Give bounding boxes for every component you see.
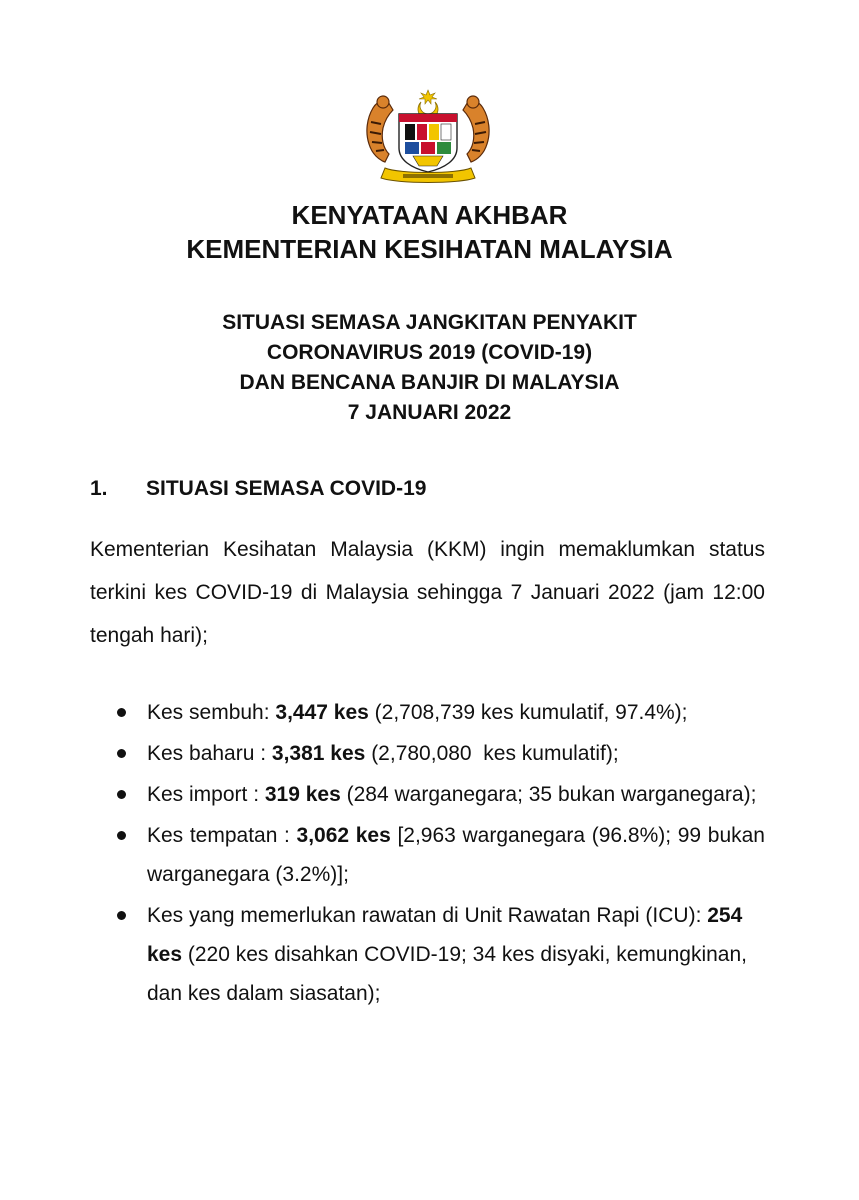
bullet-value: 3,447 kes [275,701,369,724]
list-item-recovered [90,693,765,732]
subtitle-date: 7 JANUARI 2022 [347,401,512,424]
bullet-label: Kes yang memerlukan rawatan di Unit Rawatan Rapi (ICU): [147,904,708,927]
statistics-list [90,693,765,1015]
list-item-icu-cases [90,896,765,1013]
intro-paragraph: Kementerian Kesihatan Malaysia (KKM) ingin memaklumkan status terkini kes COVID-19 di Malaysia sehingga 7 Januari 2022 (jam 12:00 tengah hari); [90,538,765,647]
list-item-local-cases [90,816,765,894]
bullet-value: 3,062 kes [296,824,391,847]
bullet-icon [117,790,126,799]
bullet-value: 254 kes [147,904,743,966]
press-release-title [0,198,859,266]
press-release-subtitle [0,308,859,428]
list-item-imported-cases [90,775,765,814]
section-number: 1. [90,477,108,500]
bullet-label: Kes sembuh: [147,701,276,724]
bullet-label: Kes baharu : [147,742,272,765]
bullet-label: Kes tempatan : [147,824,297,847]
bullet-icon [117,749,126,758]
list-item-new-cases [90,734,765,773]
bullet-icon [117,911,126,920]
bullet-detail: (284 warganegara; 35 bukan warganegara); [340,783,757,806]
bullet-detail: [2,963 warganegara (96.8%); 99 bukan warganegara (3.2%)]; [147,824,765,886]
bullet-detail: (220 kes disahkan COVID-19; 34 kes disyaki, kemungkinan, dan kes dalam siasatan); [147,943,747,1005]
subtitle-line-3: DAN BENCANA BANJIR DI MALAYSIA [239,371,620,394]
bullet-icon [117,831,126,840]
bullet-icon [117,708,126,717]
title-line-1: KENYATAAN AKHBAR [291,200,568,230]
title-line-2: KEMENTERIAN KESIHATAN MALAYSIA [186,234,673,264]
bullet-detail: (2,780,080 kes kumulatif); [365,742,619,765]
section-title: SITUASI SEMASA COVID-19 [146,477,427,500]
section-heading [90,474,426,504]
subtitle-line-2: CORONAVIRUS 2019 (COVID-19) [266,341,593,364]
malaysia-coat-of-arms-icon [359,88,497,184]
bullet-value: 3,381 kes [271,742,366,765]
bullet-value: 319 kes [264,783,341,806]
bullet-detail: (2,708,739 kes kumulatif, 97.4%); [368,701,688,724]
bullet-label: Kes import : [147,783,265,806]
subtitle-line-1: SITUASI SEMASA JANGKITAN PENYAKIT [222,311,637,334]
